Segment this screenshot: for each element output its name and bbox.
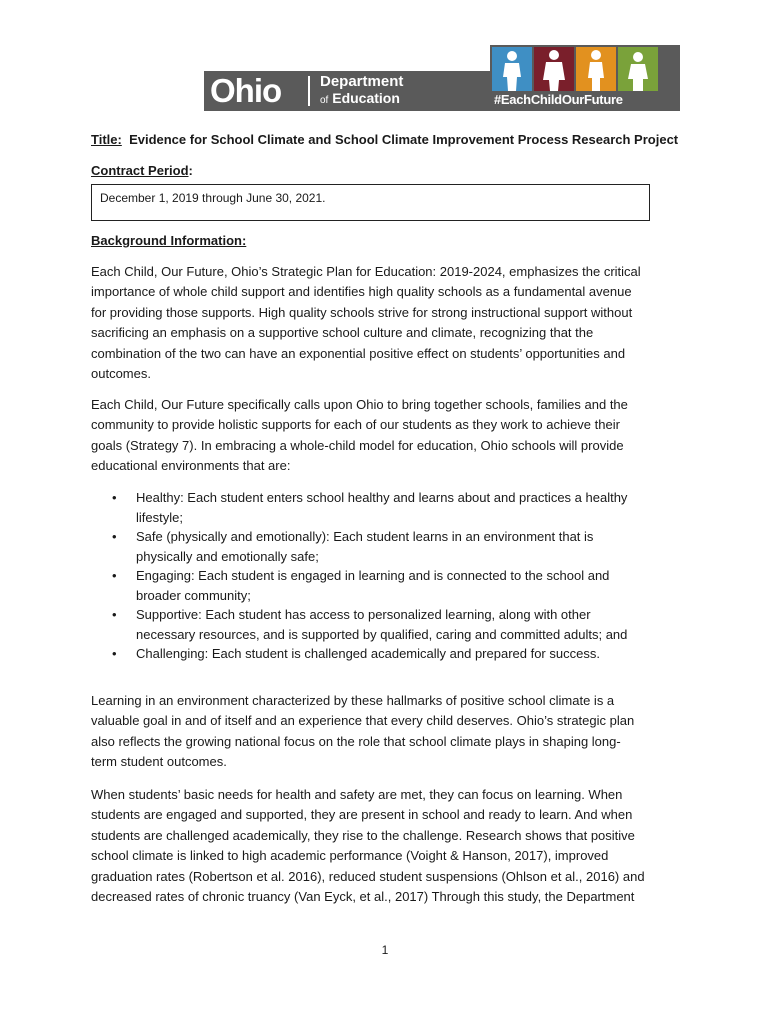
list-item: • Supportive: Each student has access to personalized learning, along with other necessary resources, and is supported by qualified, caring and committed adults; and: [112, 607, 628, 642]
paragraph-strategy-7: Each Child, Our Future specifically calls upon Ohio to bring together schools, families and the community to provide holistic supports for each of our students as they work to achieve their goals (Strategy 7). In embracing a whole-child model for education, Ohio schools will provide educational environments that are:: [91, 397, 628, 474]
contract-period-value: December 1, 2019 through June 30, 2021.: [100, 191, 326, 205]
page-number: 1: [381, 943, 389, 957]
student-figure-icon: [534, 47, 574, 91]
list-item: • Challenging: Each student is challenged academically and prepared for success.: [112, 646, 600, 661]
department-name: Department of Education: [320, 72, 404, 106]
ohio-department-logo: [204, 71, 490, 111]
contract-period-box: [91, 184, 650, 221]
student-figure-icon: [576, 47, 616, 91]
list-item: • Healthy: Each student enters school healthy and learns about and practices a healthy lifestyle;: [112, 490, 628, 525]
ohio-wordmark: Ohio: [210, 72, 282, 109]
paragraph-research: When students’ basic needs for health and safety are met, they can focus on learning. When students are engaged and supported, they are present in school and ready to learn. And when students are challenged academically, they rise to the challenge. Research shows that positive school climate is linked to high academic performance (Voight & Hanson, 2017), improved graduation rates (Robertson et al. 2016), reduced student suspensions (Ohlson et al., 2016) and decreased rates of chronic truancy (Van Eyck, et al., 2017) Through this study, the Department: [91, 787, 645, 905]
list-item: • Engaging: Each student is engaged in learning and is connected to the school and broader community;: [112, 568, 610, 603]
paragraph-positive-climate: Learning in an environment characterized by these hallmarks of positive school climate is a valuable goal in and of itself and an experience that every child deserves. Ohio’s strategic plan also reflects the growing national focus on the role that school climate plays in shaping long- term student outcomes.: [91, 693, 635, 770]
paragraph-strategic-plan: Each Child, Our Future, Ohio’s Strategic Plan for Education: 2019-2024, emphasizes the critical importance of whole child support and identifies high quality schools as a fundamental avenue for providing those supports. High quality schools strive for strong instructional support without sacrificing an emphasis on a supportive school culture and climate, recognizing that the combination of the two can have an exponential positive effect on students’ opportunities and outcomes.: [91, 264, 641, 382]
document-title: Title: Evidence for School Climate and School Climate Improvement Process Research Project: [91, 132, 679, 147]
list-item: • Safe (physically and emotionally): Each student learns in an environment that is physically and emotionally safe;: [112, 529, 594, 564]
student-figure-icon: [618, 47, 658, 91]
hashtag-slogan: #EachChildOurFuture: [494, 92, 623, 107]
background-heading: Background Information:: [91, 233, 247, 248]
each-child-our-future-logo: [490, 45, 680, 111]
student-figure-icon: [492, 47, 532, 91]
logo-divider: [308, 76, 310, 106]
environment-bullet-list: [110, 488, 690, 664]
contract-period-label: Contract Period:: [91, 163, 193, 178]
